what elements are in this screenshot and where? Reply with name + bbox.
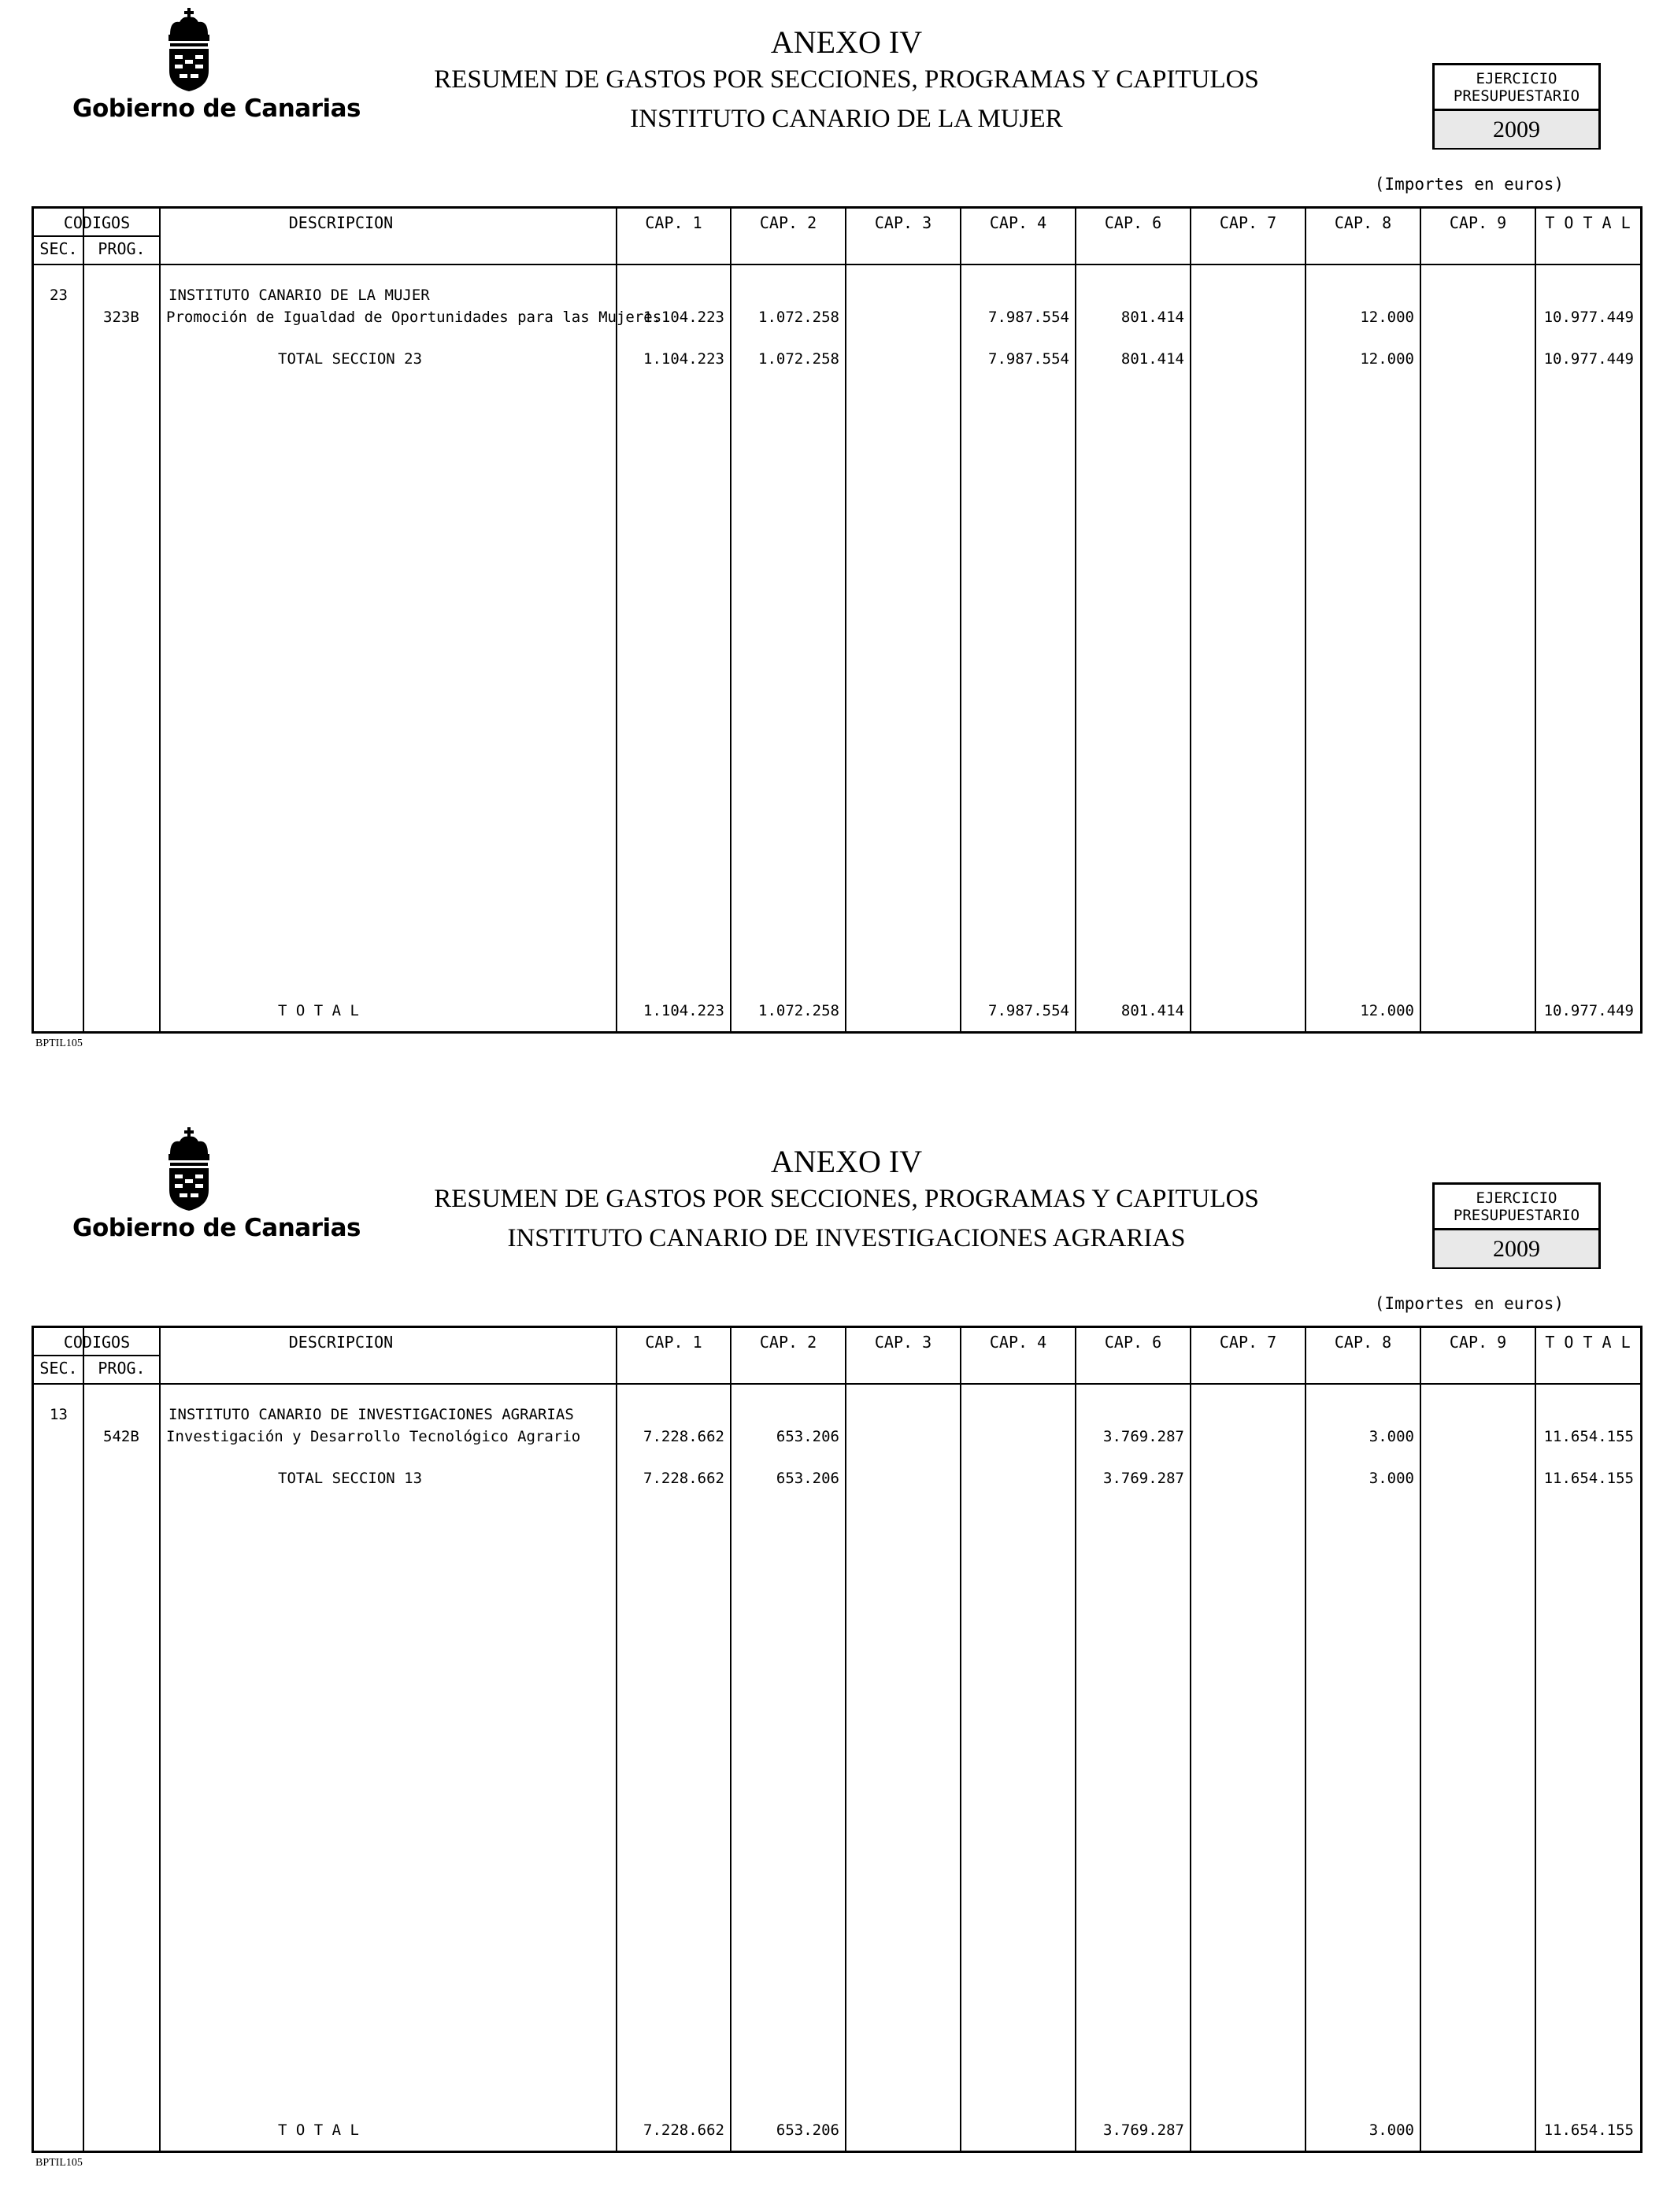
budget-table bbox=[31, 206, 1643, 1034]
header-cap8: CAP. 8 bbox=[1334, 213, 1392, 232]
header-cap2: CAP. 2 bbox=[759, 1333, 817, 1352]
program-cap1: 1.104.223 bbox=[643, 309, 724, 326]
header-prog: PROG. bbox=[98, 239, 146, 258]
coat-of-arms-icon bbox=[165, 8, 213, 91]
page-subtitle: RESUMEN DE GASTOS POR SECCIONES, PROGRAMAS Y CAPITULOS bbox=[434, 1185, 1259, 1213]
header-sec: SEC. bbox=[39, 1359, 78, 1378]
column-divider bbox=[845, 209, 846, 1031]
budget-page bbox=[0, 0, 1674, 1093]
column-divider bbox=[1075, 1328, 1076, 2151]
entity-name: INSTITUTO CANARIO DE LA MUJER bbox=[630, 105, 1063, 133]
gobierno-canarias-logo bbox=[72, 1127, 361, 1245]
header-cap9: CAP. 9 bbox=[1449, 213, 1507, 232]
section-total-cap2: 1.072.258 bbox=[758, 350, 839, 368]
column-divider bbox=[1305, 1328, 1306, 2151]
grand-total-total: 11.654.155 bbox=[1543, 2121, 1634, 2139]
ejercicio-year: 2009 bbox=[1435, 111, 1598, 148]
program-cap8: 3.000 bbox=[1368, 1428, 1414, 1445]
grand-total-cap2: 653.206 bbox=[776, 2121, 839, 2139]
section-total-cap8: 12.000 bbox=[1360, 350, 1414, 368]
section-total-total: 10.977.449 bbox=[1543, 350, 1634, 368]
program-description: Investigación y Desarrollo Tecnológico Agrario bbox=[166, 1428, 581, 1445]
footer-code: BPTIL105 bbox=[35, 2157, 83, 2169]
header-cap8: CAP. 8 bbox=[1334, 1333, 1392, 1352]
budget-page bbox=[0, 1119, 1674, 2212]
header-cap1: CAP. 1 bbox=[645, 213, 702, 232]
gobierno-canarias-logo bbox=[72, 8, 361, 126]
logo-text: Gobierno de Canarias bbox=[72, 1214, 361, 1242]
ejercicio-label-line1: EJERCICIO bbox=[1476, 70, 1557, 87]
codigos-rule bbox=[34, 1355, 160, 1356]
ejercicio-label-line1: EJERCICIO bbox=[1476, 1189, 1557, 1207]
program-cap8: 12.000 bbox=[1360, 309, 1414, 326]
program-cap2: 1.072.258 bbox=[758, 309, 839, 326]
section-total-label: TOTAL SECCION 23 bbox=[278, 350, 423, 368]
header-total: T O T A L bbox=[1545, 1333, 1631, 1352]
header-cap7: CAP. 7 bbox=[1219, 1333, 1277, 1352]
program-cap6: 801.414 bbox=[1120, 309, 1184, 326]
column-divider bbox=[159, 1328, 161, 2151]
ejercicio-label-line2: PRESUPUESTARIO bbox=[1453, 87, 1580, 105]
importes-note: (Importes en euros) bbox=[1374, 1294, 1564, 1313]
logo-text: Gobierno de Canarias bbox=[72, 94, 361, 123]
column-divider bbox=[1420, 209, 1421, 1031]
grand-total-total: 10.977.449 bbox=[1543, 1002, 1634, 1019]
column-divider bbox=[730, 209, 731, 1031]
section-total-cap1: 7.228.662 bbox=[643, 1470, 724, 1487]
column-divider bbox=[616, 209, 617, 1031]
header-cap9: CAP. 9 bbox=[1449, 1333, 1507, 1352]
grand-total-cap1: 7.228.662 bbox=[643, 2121, 724, 2139]
ejercicio-year: 2009 bbox=[1435, 1230, 1598, 1267]
section-name: INSTITUTO CANARIO DE LA MUJER bbox=[169, 287, 430, 304]
section-total-cap8: 3.000 bbox=[1368, 1470, 1414, 1487]
program-cap6: 3.769.287 bbox=[1103, 1428, 1184, 1445]
section-total-cap1: 1.104.223 bbox=[643, 350, 724, 368]
header-prog: PROG. bbox=[98, 1359, 146, 1378]
entity-name: INSTITUTO CANARIO DE INVESTIGACIONES AGRARIAS bbox=[507, 1224, 1186, 1252]
page-title: ANEXO IV bbox=[770, 24, 923, 60]
header-bottom-rule bbox=[34, 264, 1640, 265]
program-cap2: 653.206 bbox=[776, 1428, 839, 1445]
section-code: 13 bbox=[50, 1406, 68, 1423]
column-divider bbox=[960, 1328, 961, 2151]
page-title: ANEXO IV bbox=[770, 1144, 923, 1179]
ejercicio-label bbox=[1435, 65, 1598, 111]
header-codigos: CODIGOS bbox=[63, 1333, 131, 1352]
codigos-rule bbox=[34, 235, 160, 237]
program-total: 11.654.155 bbox=[1543, 1428, 1634, 1445]
column-divider bbox=[1075, 209, 1076, 1031]
ejercicio-label bbox=[1435, 1185, 1598, 1230]
column-divider bbox=[83, 1328, 84, 2151]
program-description: Promoción de Igualdad de Oportunidades para las Mujeres bbox=[166, 309, 662, 326]
ejercicio-box bbox=[1432, 1182, 1601, 1269]
column-divider bbox=[1535, 209, 1536, 1031]
column-divider bbox=[1190, 1328, 1191, 2151]
column-divider bbox=[1305, 209, 1306, 1031]
header-cap6: CAP. 6 bbox=[1104, 213, 1162, 232]
section-total-total: 11.654.155 bbox=[1543, 1470, 1634, 1487]
section-total-label: TOTAL SECCION 13 bbox=[278, 1470, 423, 1487]
grand-total-cap4: 7.987.554 bbox=[988, 1002, 1069, 1019]
grand-total-label: T O T A L bbox=[278, 2121, 359, 2139]
header-cap3: CAP. 3 bbox=[874, 213, 932, 232]
program-code: 542B bbox=[103, 1428, 139, 1445]
header-codigos: CODIGOS bbox=[63, 213, 131, 232]
section-name: INSTITUTO CANARIO DE INVESTIGACIONES AGRARIAS bbox=[169, 1406, 574, 1423]
header-descripcion: DESCRIPCION bbox=[288, 213, 394, 232]
column-divider bbox=[960, 209, 961, 1031]
grand-total-cap6: 3.769.287 bbox=[1103, 2121, 1184, 2139]
header-total: T O T A L bbox=[1545, 213, 1631, 232]
header-bottom-rule bbox=[34, 1383, 1640, 1385]
ejercicio-label-line2: PRESUPUESTARIO bbox=[1453, 1207, 1580, 1224]
grand-total-cap2: 1.072.258 bbox=[758, 1002, 839, 1019]
column-divider bbox=[1190, 209, 1191, 1031]
program-cap4: 7.987.554 bbox=[988, 309, 1069, 326]
column-divider bbox=[616, 1328, 617, 2151]
header-cap2: CAP. 2 bbox=[759, 213, 817, 232]
header-cap6: CAP. 6 bbox=[1104, 1333, 1162, 1352]
header-cap3: CAP. 3 bbox=[874, 1333, 932, 1352]
coat-of-arms-icon bbox=[165, 1127, 213, 1211]
header-cap4: CAP. 4 bbox=[989, 1333, 1047, 1352]
column-divider bbox=[83, 209, 84, 1031]
program-code: 323B bbox=[103, 309, 139, 326]
importes-note: (Importes en euros) bbox=[1374, 175, 1564, 194]
ejercicio-box bbox=[1432, 63, 1601, 150]
header-cap7: CAP. 7 bbox=[1219, 213, 1277, 232]
column-divider bbox=[1535, 1328, 1536, 2151]
header-descripcion: DESCRIPCION bbox=[288, 1333, 394, 1352]
section-total-cap4: 7.987.554 bbox=[988, 350, 1069, 368]
column-divider bbox=[730, 1328, 731, 2151]
section-code: 23 bbox=[50, 287, 68, 304]
header-cap4: CAP. 4 bbox=[989, 213, 1047, 232]
grand-total-label: T O T A L bbox=[278, 1002, 359, 1019]
footer-code: BPTIL105 bbox=[35, 1038, 83, 1049]
grand-total-cap1: 1.104.223 bbox=[643, 1002, 724, 1019]
section-total-cap2: 653.206 bbox=[776, 1470, 839, 1487]
program-total: 10.977.449 bbox=[1543, 309, 1634, 326]
column-divider bbox=[845, 1328, 846, 2151]
header-cap1: CAP. 1 bbox=[645, 1333, 702, 1352]
grand-total-cap6: 801.414 bbox=[1120, 1002, 1184, 1019]
page-subtitle: RESUMEN DE GASTOS POR SECCIONES, PROGRAMAS Y CAPITULOS bbox=[434, 65, 1259, 94]
column-divider bbox=[1420, 1328, 1421, 2151]
section-total-cap6: 3.769.287 bbox=[1103, 1470, 1184, 1487]
header-sec: SEC. bbox=[39, 239, 78, 258]
grand-total-cap8: 3.000 bbox=[1368, 2121, 1414, 2139]
program-cap1: 7.228.662 bbox=[643, 1428, 724, 1445]
grand-total-cap8: 12.000 bbox=[1360, 1002, 1414, 1019]
column-divider bbox=[159, 209, 161, 1031]
budget-table bbox=[31, 1326, 1643, 2153]
section-total-cap6: 801.414 bbox=[1120, 350, 1184, 368]
